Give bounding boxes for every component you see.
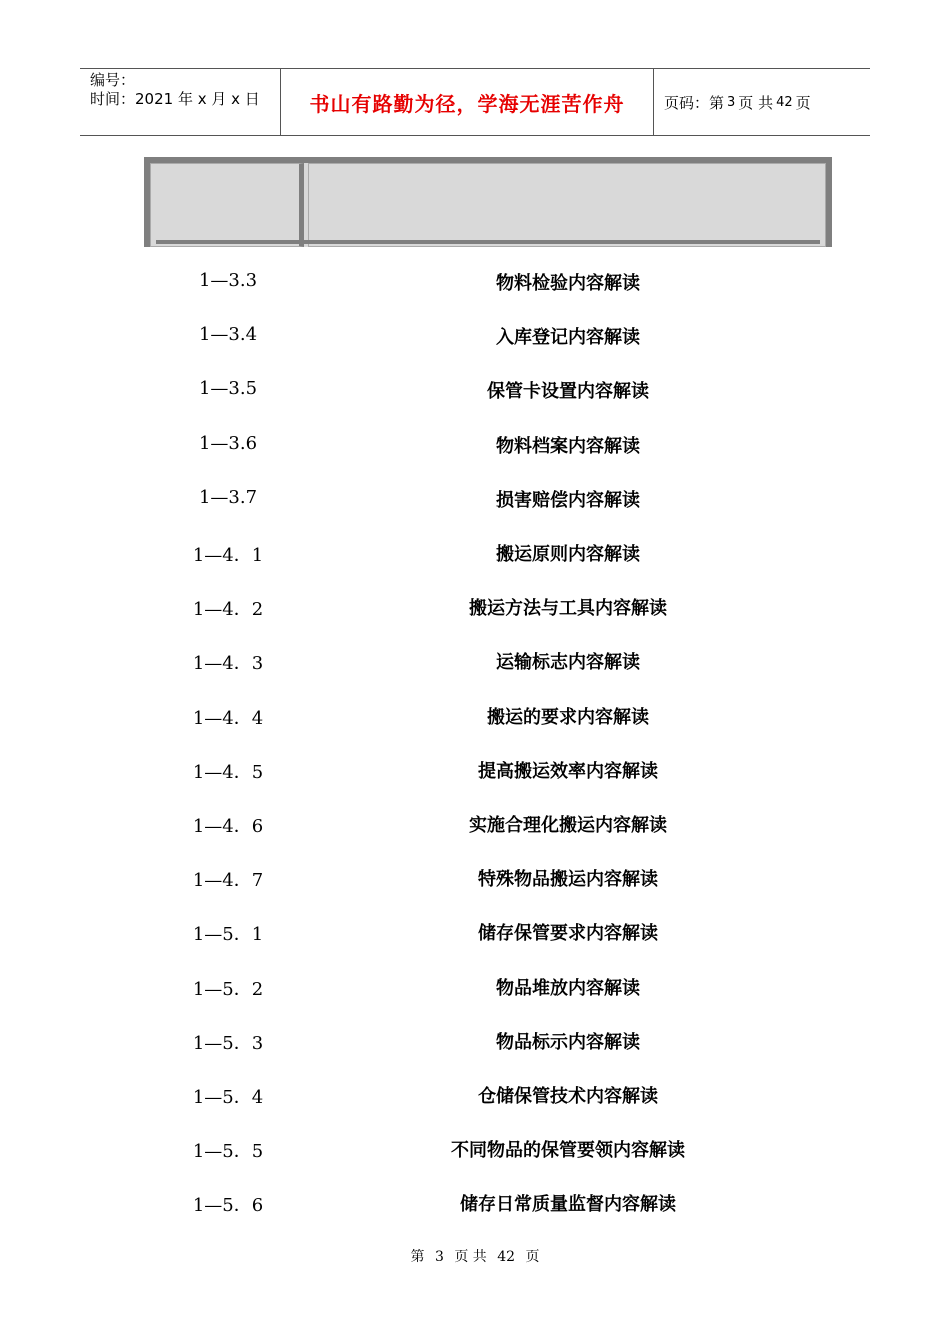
toc-title: 搬运原则内容解读: [496, 544, 640, 565]
toc-row: [0, 633, 950, 687]
toc-row: [0, 471, 950, 525]
toc-number: 1—3.7: [198, 486, 258, 508]
footer-mid: 页 共: [454, 1249, 487, 1265]
toc-number: 1—5．4: [192, 1087, 264, 1108]
toc-title: 损害赔偿内容解读: [496, 489, 640, 511]
toc-number: 1—4．2: [192, 599, 264, 621]
toc-row: [0, 796, 950, 850]
footer-suffix: 页: [525, 1249, 540, 1265]
toc-number: 1—5．5: [192, 1141, 264, 1163]
toc-number: 1—5．3: [192, 1032, 264, 1054]
toc-title: 物料档案内容解读: [496, 435, 640, 457]
toc-number: 1—4．1: [192, 545, 264, 566]
toc-title: 入库登记内容解读: [496, 327, 640, 349]
toc-title: 保管卡设置内容解读: [487, 381, 649, 403]
toc-row: [0, 525, 950, 579]
page-current: 3: [727, 94, 736, 110]
toc-number: 1—5．6: [192, 1195, 264, 1217]
serial-number-label: 编号：: [90, 71, 136, 89]
toc-title: 储存日常质量监督内容解读: [460, 1194, 676, 1216]
page-header: [80, 68, 870, 136]
toc-number: 1—4．6: [192, 816, 264, 837]
toc-row: [0, 308, 950, 362]
toc-row: [0, 959, 950, 1013]
page-prefix: 页码：第: [664, 93, 725, 112]
toc-number: 1—3.3: [198, 270, 258, 291]
toc-row: [0, 688, 950, 742]
table-header-left-cell: [150, 163, 304, 247]
toc-row: [0, 1013, 950, 1067]
toc-row: [0, 904, 950, 958]
toc-number: 1—3.4: [198, 324, 258, 346]
toc-row: [0, 1175, 950, 1229]
toc-title: 搬运的要求内容解读: [487, 706, 649, 728]
toc-row: [0, 579, 950, 633]
toc-title: 物料检验内容解读: [496, 273, 640, 294]
date-label: 时间：2021 年 x 月 x 日: [90, 90, 260, 108]
toc-row: [0, 1067, 950, 1121]
toc-number: 1—3.6: [198, 432, 258, 454]
toc-title: 运输标志内容解读: [496, 652, 640, 674]
toc-title: 提高搬运效率内容解读: [478, 760, 658, 782]
toc-row: [0, 362, 950, 416]
toc-number: 1—4．7: [192, 870, 264, 892]
page-total: 42: [776, 94, 793, 110]
footer-total: 42: [497, 1249, 516, 1265]
page-footer: [0, 1246, 950, 1266]
toc-title: 不同物品的保管要领内容解读: [451, 1140, 685, 1162]
table-header-divider: [156, 240, 820, 244]
table-header-box: [144, 157, 832, 247]
header-info: [80, 69, 281, 135]
page-mid: 页 共: [738, 93, 774, 112]
toc-row: [0, 850, 950, 904]
toc-row: [0, 1121, 950, 1175]
header-motto: 书山有路勤为径，学海无涯苦作舟: [281, 69, 654, 135]
header-page-number: [654, 69, 870, 135]
page-suffix: 页: [795, 93, 811, 112]
toc-row: [0, 417, 950, 471]
toc-row: [0, 742, 950, 796]
toc-number: 1—4．3: [192, 653, 264, 675]
toc-row: [0, 254, 950, 308]
toc-title: 实施合理化搬运内容解读: [469, 815, 667, 836]
toc-number: 1—5．2: [192, 978, 264, 1000]
toc-title: 物品堆放内容解读: [496, 977, 640, 999]
toc-number: 1—4．4: [192, 707, 264, 729]
toc-title: 储存保管要求内容解读: [478, 923, 658, 945]
toc-number: 1—3.5: [198, 378, 258, 400]
table-header-right-cell: [308, 163, 826, 247]
toc-title: 搬运方法与工具内容解读: [469, 598, 667, 620]
toc-number: 1—4．5: [192, 761, 264, 783]
toc-title: 仓储保管技术内容解读: [478, 1086, 658, 1107]
footer-prefix: 第: [410, 1249, 425, 1265]
footer-current: 3: [434, 1249, 444, 1265]
toc-title: 特殊物品搬运内容解读: [478, 869, 658, 891]
toc-title: 物品标示内容解读: [496, 1031, 640, 1053]
toc-number: 1—5．1: [192, 924, 264, 946]
